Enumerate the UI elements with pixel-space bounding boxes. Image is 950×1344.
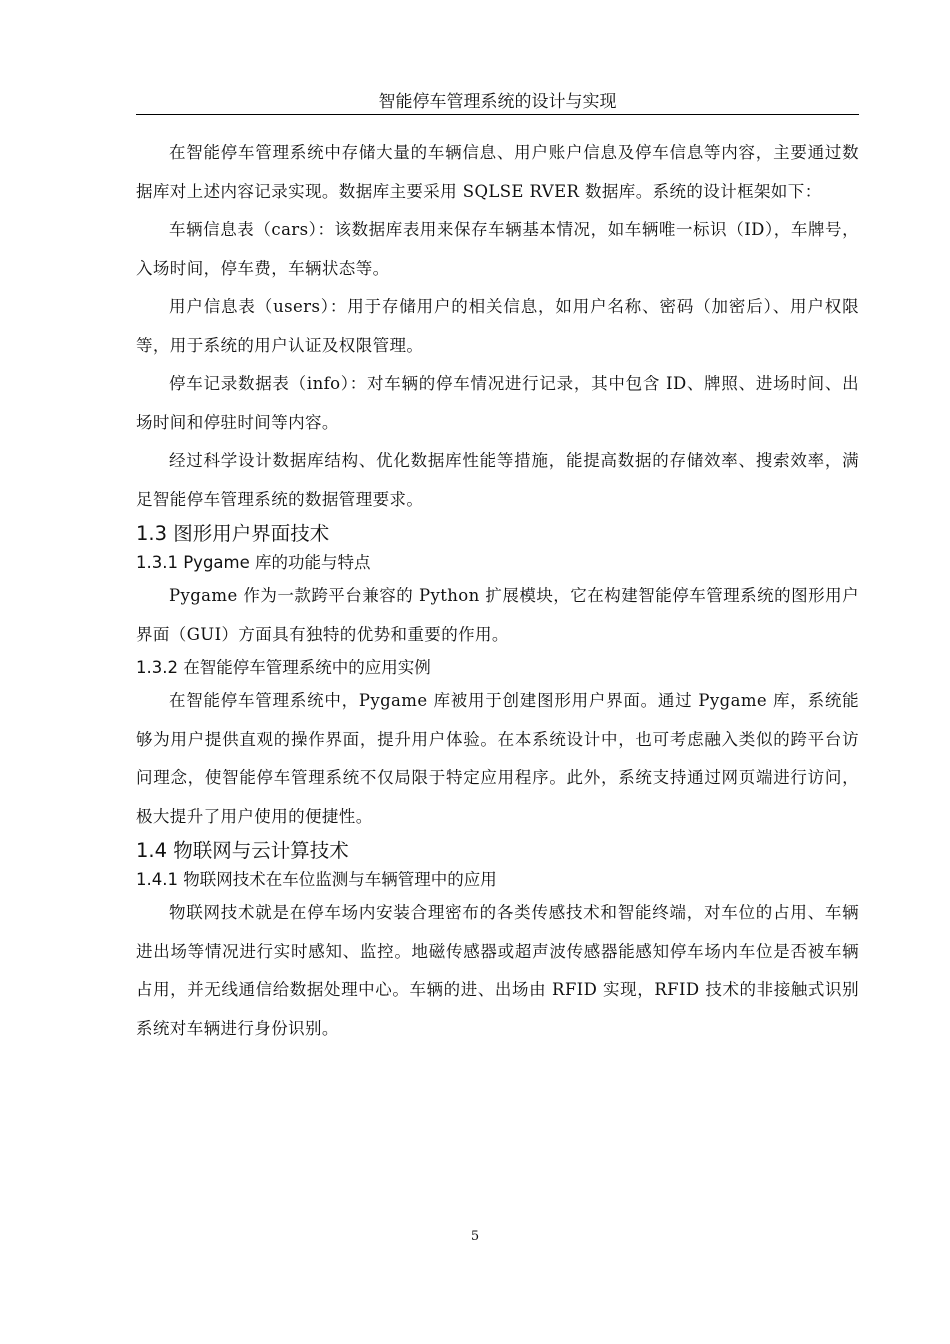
paragraph-iot-application: 物联网技术就是在停车场内安装合理密布的各类传感技术和智能终端，对车位的占用、车辆进出场等情况进行实时感知、监控。地磁传感器或超声波传感器能感知停车场内车位是否被车辆占用，并无线通信给数据处理中心。车辆的进、出场由 RFID 实现，RFID 技术的非接触式识别系统对车辆进行身份识别。 <box>136 903 859 1038</box>
paragraph-info-table: 停车记录数据表（info）：对车辆的停车情况进行记录，其中包含 ID、牌照、进场时间、出场时间和停驻时间等内容。 <box>136 374 859 432</box>
paragraph-storage-intro: 在智能停车管理系统中存储大量的车辆信息、用户账户信息及停车信息等内容，主要通过数据库对上述内容记录实现。数据库主要采用 SQLSE RVER 数据库。系统的设计框架如下： <box>136 143 859 201</box>
paragraph-db-summary: 经过科学设计数据库结构、优化数据库性能等措施，能提高数据的存储效率、搜索效率，满足智能停车管理系统的数据管理要求。 <box>136 451 859 509</box>
header-rule <box>136 114 859 115</box>
paragraph-cars-table: 车辆信息表（cars）：该数据库表用来保存车辆基本情况，如车辆唯一标识（ID），车牌号，入场时间，停车费，车辆状态等。 <box>136 220 859 278</box>
paragraph-users-table: 用户信息表（users）：用于存储用户的相关信息，如用户名称、密码（加密后）、用户权限等，用于系统的用户认证及权限管理。 <box>136 297 859 355</box>
subsection-heading-1-3-1: 1.3.1 Pygame 库的功能与特点 <box>136 553 371 572</box>
paragraph-pygame-features: Pygame 作为一款跨平台兼容的 Python 扩展模块，它在构建智能停车管理系统的图形用户界面（GUI）方面具有独特的优势和重要的作用。 <box>136 586 859 644</box>
page-content <box>136 134 859 1048</box>
running-header: 智能停车管理系统的设计与实现 <box>378 92 617 112</box>
section-heading-1-4: 1.4 物联网与云计算技术 <box>136 839 349 862</box>
subsection-heading-1-4-1: 1.4.1 物联网技术在车位监测与车辆管理中的应用 <box>136 870 497 889</box>
paragraph-pygame-application: 在智能停车管理系统中，Pygame 库被用于创建图形用户界面。通过 Pygame 库，系统能够为用户提供直观的操作界面，提升用户体验。在本系统设计中，也可考虑融入类似的跨平台访问理念，使智能停车管理系统不仅局限于特定应用程序。此外，系统支持通过网页端进行访问，极大提升了用户使用的便捷性。 <box>136 691 859 826</box>
section-heading-1-3: 1.3 图形用户界面技术 <box>136 522 330 545</box>
page-number: 5 <box>470 1229 480 1244</box>
subsection-heading-1-3-2: 1.3.2 在智能停车管理系统中的应用实例 <box>136 658 431 677</box>
